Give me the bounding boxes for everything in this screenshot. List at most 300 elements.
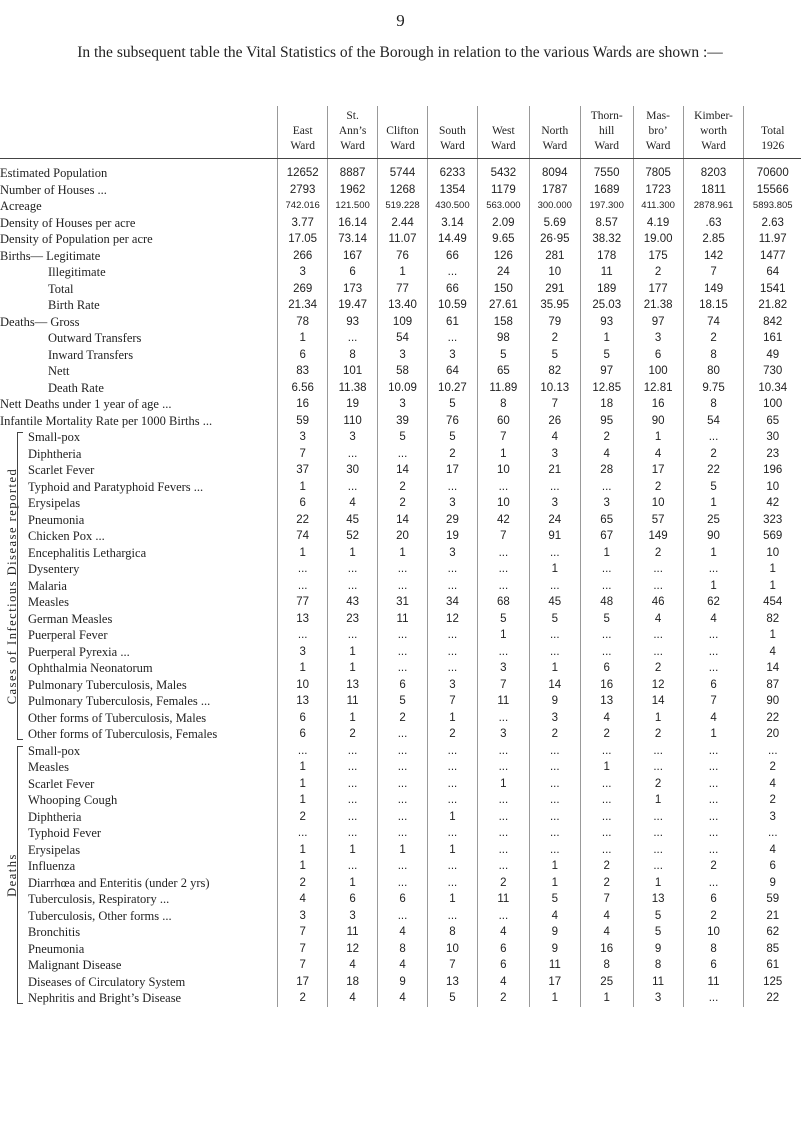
table-cell: 2 — [477, 990, 529, 1007]
table-cell: 2 — [580, 875, 633, 892]
table-cell: 10.09 — [378, 380, 428, 397]
row-label: Tuberculosis, Other forms ... — [28, 908, 172, 923]
table-cell: 21.38 — [633, 297, 683, 314]
table-cell: ... — [529, 809, 580, 826]
table-cell: 3 — [427, 495, 477, 512]
table-cell: ... — [427, 792, 477, 809]
table-cell: 126 — [477, 248, 529, 265]
table-cell: 149 — [633, 528, 683, 545]
table-cell: 161 — [744, 330, 801, 347]
table-cell: 83 — [278, 363, 328, 380]
table-row — [0, 825, 801, 842]
table-row — [0, 215, 801, 232]
table-cell: 7805 — [633, 165, 683, 182]
row-label: Dysentery — [28, 562, 80, 576]
table-cell: 4 — [633, 611, 683, 628]
table-cell: ... — [529, 842, 580, 859]
table-cell: 2 — [744, 792, 801, 809]
table-cell: 2 — [744, 759, 801, 776]
table-row — [0, 396, 801, 413]
column-header-line: Ann’s — [338, 125, 367, 137]
table-cell: ... — [580, 842, 633, 859]
column-header-line: Total — [761, 125, 785, 137]
table-cell: 1 — [477, 627, 529, 644]
table-cell: 8 — [328, 347, 378, 364]
table-cell: ... — [328, 858, 378, 875]
table-cell: 2 — [633, 776, 683, 793]
table-cell: 97 — [580, 363, 633, 380]
table-cell: 11 — [683, 974, 744, 991]
table-cell: 9.75 — [683, 380, 744, 397]
table-cell: 1 — [278, 858, 328, 875]
column-header-line: bro’ — [648, 125, 668, 137]
table-cell: 10 — [529, 264, 580, 281]
table-cell: 17 — [633, 462, 683, 479]
table-cell: 1477 — [744, 248, 801, 265]
table-cell: 1 — [744, 578, 801, 595]
row-label: Total — [48, 281, 74, 296]
deaths-group-label — [0, 743, 24, 1007]
table-cell: ... — [633, 858, 683, 875]
table-cell: 8887 — [328, 165, 378, 182]
table-cell: 11 — [580, 264, 633, 281]
table-row — [0, 924, 801, 941]
table-cell: 6 — [477, 941, 529, 958]
table-cell: 1 — [580, 545, 633, 562]
table-cell: 97 — [633, 314, 683, 331]
table-cell: 25 — [580, 974, 633, 991]
table-cell: ... — [633, 644, 683, 661]
table-row — [0, 644, 801, 661]
table-cell: 93 — [328, 314, 378, 331]
table-cell: 23 — [328, 611, 378, 628]
row-label: German Measles — [28, 611, 113, 626]
table-cell: 2 — [378, 495, 428, 512]
table-cell: ... — [529, 776, 580, 793]
table-cell: 3 — [633, 330, 683, 347]
table-cell: 1962 — [328, 182, 378, 199]
table-cell: ... — [427, 479, 477, 496]
column-header-line: Ward — [290, 140, 315, 152]
table-row — [0, 462, 801, 479]
table-cell: 1 — [278, 792, 328, 809]
table-cell: 1 — [633, 875, 683, 892]
vital-statistics-table — [0, 106, 801, 1007]
row-label: Typhoid and Paratyphoid Fevers ... — [28, 479, 204, 494]
row-label: Chicken Pox ... — [28, 529, 105, 543]
table-cell: 43 — [328, 594, 378, 611]
table-cell: 21.82 — [744, 297, 801, 314]
table-cell: 4 — [580, 446, 633, 463]
table-cell: 2 — [633, 545, 683, 562]
row-label: Pulmonary Tuberculosis, Females ... — [28, 694, 211, 708]
table-cell: 7 — [427, 957, 477, 974]
table-cell: ... — [683, 809, 744, 826]
table-cell: 11 — [328, 693, 378, 710]
table-cell: 11 — [529, 957, 580, 974]
table-cell: 2 — [633, 264, 683, 281]
table-cell: 17 — [278, 974, 328, 991]
column-header-line: Ward — [340, 140, 365, 152]
table-cell: 16 — [580, 677, 633, 694]
table-cell: 4 — [683, 710, 744, 727]
table-cell: 1 — [328, 644, 378, 661]
table-cell: 5 — [633, 908, 683, 925]
table-cell: 45 — [529, 594, 580, 611]
row-label: Outward Transfers — [48, 331, 142, 345]
table-cell: 28 — [580, 462, 633, 479]
row-label: Acreage — [0, 199, 42, 213]
infectious-group-label — [0, 429, 24, 743]
table-cell: 1 — [744, 627, 801, 644]
table-cell: 10.59 — [427, 297, 477, 314]
column-header — [580, 106, 633, 159]
table-cell: 266 — [278, 248, 328, 265]
table-cell: 4 — [580, 924, 633, 941]
table-row — [0, 182, 801, 199]
column-header-line — [278, 109, 327, 124]
table-cell: ... — [683, 875, 744, 892]
table-cell: ... — [427, 264, 477, 281]
table-cell: 54 — [683, 413, 744, 430]
table-cell: 1 — [529, 990, 580, 1007]
table-cell: 5 — [427, 990, 477, 1007]
table-row — [0, 957, 801, 974]
table-cell: 12652 — [278, 165, 328, 182]
table-cell: 5432 — [477, 165, 529, 182]
table-cell: ... — [580, 743, 633, 760]
table-cell: ... — [378, 908, 428, 925]
table-cell: 6 — [683, 891, 744, 908]
table-cell: ... — [427, 330, 477, 347]
table-cell: 1 — [683, 545, 744, 562]
table-cell: 3 — [427, 347, 477, 364]
table-cell: ... — [477, 710, 529, 727]
table-cell: 24 — [529, 512, 580, 529]
table-cell: 2 — [580, 429, 633, 446]
table-cell: 1 — [580, 330, 633, 347]
column-header — [427, 106, 477, 159]
table-cell: 1 — [278, 842, 328, 859]
table-cell: 8 — [683, 941, 744, 958]
table-cell: 11 — [477, 891, 529, 908]
column-header-line — [378, 109, 427, 124]
table-cell: 11.97 — [744, 231, 801, 248]
table-cell: ... — [477, 858, 529, 875]
table-cell: 1 — [633, 710, 683, 727]
table-cell: 78 — [278, 314, 328, 331]
table-cell: ... — [328, 759, 378, 776]
table-cell: 5 — [477, 611, 529, 628]
table-cell: 5 — [477, 347, 529, 364]
table-cell: 1 — [328, 545, 378, 562]
table-cell: ... — [378, 858, 428, 875]
table-cell: ... — [580, 479, 633, 496]
table-cell: ... — [633, 759, 683, 776]
row-label: Typhoid Fever — [28, 826, 102, 840]
table-cell: 62 — [744, 924, 801, 941]
table-cell: ... — [529, 644, 580, 661]
table-cell: ... — [328, 743, 378, 760]
row-label: Diphtheria — [28, 809, 82, 824]
table-row — [0, 990, 801, 1007]
row-label: Density of Population per acre — [0, 232, 153, 246]
table-cell: 7 — [278, 957, 328, 974]
row-label: Pneumonia — [28, 941, 85, 956]
table-row — [0, 512, 801, 529]
row-label: Influenza — [28, 859, 76, 873]
column-header-line: Mas- — [646, 110, 670, 122]
group-label-box — [0, 429, 24, 743]
table-cell: 65 — [580, 512, 633, 529]
table-cell: 2.63 — [744, 215, 801, 232]
group-label-text: Deaths — [4, 852, 19, 897]
row-label: Ophthalmia Neonatorum — [28, 661, 153, 675]
table-cell: 27.61 — [477, 297, 529, 314]
table-cell: 10.13 — [529, 380, 580, 397]
table-cell: ... — [278, 825, 328, 842]
table-cell: 7 — [529, 396, 580, 413]
column-header-line: Kimber- — [694, 110, 733, 122]
table-cell: 1 — [427, 842, 477, 859]
table-cell: 730 — [744, 363, 801, 380]
table-cell: 1268 — [378, 182, 428, 199]
table-cell: 11 — [477, 693, 529, 710]
table-cell: 8 — [633, 957, 683, 974]
table-cell: ... — [580, 809, 633, 826]
table-cell: 6 — [378, 677, 428, 694]
table-cell: 22 — [744, 990, 801, 1007]
table-row — [0, 578, 801, 595]
table-cell: ... — [328, 825, 378, 842]
table-cell: 430.500 — [427, 198, 477, 215]
table-row — [0, 495, 801, 512]
table-row — [0, 776, 801, 793]
table-cell: 74 — [278, 528, 328, 545]
table-cell: ... — [427, 759, 477, 776]
table-cell: 12 — [633, 677, 683, 694]
table-cell: 101 — [328, 363, 378, 380]
column-header-line — [428, 109, 477, 124]
table-cell: 57 — [633, 512, 683, 529]
table-cell: 3 — [328, 429, 378, 446]
table-cell: ... — [683, 842, 744, 859]
table-cell: 1 — [633, 792, 683, 809]
table-cell: ... — [683, 660, 744, 677]
table-cell: 14 — [744, 660, 801, 677]
table-cell: 2 — [529, 726, 580, 743]
table-row — [0, 297, 801, 314]
table-cell: 5 — [633, 924, 683, 941]
table-cell: ... — [378, 743, 428, 760]
table-cell: 2 — [427, 446, 477, 463]
table-row — [0, 842, 801, 859]
table-cell: 6233 — [427, 165, 477, 182]
table-cell: 5893.805 — [744, 198, 801, 215]
table-cell: ... — [427, 875, 477, 892]
table-cell: ... — [683, 792, 744, 809]
row-label: Other forms of Tuberculosis, Females — [28, 727, 218, 741]
table-cell: 1 — [328, 660, 378, 677]
table-cell: 10 — [683, 924, 744, 941]
table-cell: 6 — [744, 858, 801, 875]
row-label: Encephalitis Lethargica — [28, 545, 147, 560]
row-label: Tuberculosis, Respiratory ... — [28, 892, 170, 906]
table-cell: ... — [683, 990, 744, 1007]
table-row — [0, 248, 801, 265]
table-cell: 5 — [580, 347, 633, 364]
table-cell: 82 — [744, 611, 801, 628]
table-cell: 3 — [427, 545, 477, 562]
table-cell: 2793 — [278, 182, 328, 199]
table-cell: 1689 — [580, 182, 633, 199]
table-cell: ... — [378, 627, 428, 644]
table-cell: 14.49 — [427, 231, 477, 248]
table-cell: 26 — [529, 413, 580, 430]
table-cell: 6 — [278, 495, 328, 512]
column-header-line: Ward — [594, 140, 620, 152]
table-cell: 13 — [328, 677, 378, 694]
table-cell: 4 — [328, 990, 378, 1007]
row-label: Death Rate — [48, 380, 104, 395]
table-cell: 93 — [580, 314, 633, 331]
table-cell: 197.300 — [580, 198, 633, 215]
table-row — [0, 330, 801, 347]
column-header — [378, 106, 428, 159]
table-row — [0, 528, 801, 545]
row-label: Inward Transfers — [48, 347, 134, 362]
table-cell: 30 — [744, 429, 801, 446]
table-row — [0, 314, 801, 331]
table-cell: 7 — [278, 924, 328, 941]
table-cell: ... — [683, 825, 744, 842]
table-cell: 323 — [744, 512, 801, 529]
table-cell: 100 — [744, 396, 801, 413]
table-cell: 34 — [427, 594, 477, 611]
table-cell: ... — [683, 759, 744, 776]
row-label: Infantile Mortality Rate per 1000 Births ... — [0, 413, 213, 428]
table-cell: 10 — [427, 941, 477, 958]
table-cell: 25.03 — [580, 297, 633, 314]
table-row — [0, 479, 801, 496]
table-cell: 3 — [477, 726, 529, 743]
table-cell: 10 — [633, 495, 683, 512]
table-cell: 17.05 — [278, 231, 328, 248]
table-cell: 3 — [427, 677, 477, 694]
table-cell: ... — [477, 644, 529, 661]
column-header-line: Clifton — [386, 125, 419, 137]
row-label: Illegitimate — [48, 265, 106, 279]
table-cell: 21 — [529, 462, 580, 479]
table-cell: 35.95 — [529, 297, 580, 314]
table-row — [0, 759, 801, 776]
table-cell: 2 — [427, 726, 477, 743]
column-header-line — [744, 109, 801, 124]
column-header-line: St. — [346, 110, 359, 122]
table-row — [0, 660, 801, 677]
row-label: Small-pox — [28, 430, 81, 444]
table-cell: 66 — [427, 281, 477, 298]
table-cell: 58 — [378, 363, 428, 380]
table-cell: 5 — [378, 693, 428, 710]
row-label: Diseases of Circulatory System — [28, 974, 186, 989]
table-cell: ... — [744, 825, 801, 842]
table-cell: 6 — [378, 891, 428, 908]
column-header-line: North — [541, 125, 569, 137]
table-row — [0, 743, 801, 760]
table-cell: 842 — [744, 314, 801, 331]
table-cell: 14 — [378, 462, 428, 479]
table-cell: 1 — [683, 578, 744, 595]
table-cell: 18.15 — [683, 297, 744, 314]
table-cell: 1 — [477, 776, 529, 793]
table-cell: 6 — [633, 347, 683, 364]
row-label: Measles — [28, 595, 69, 609]
table-row — [0, 710, 801, 727]
table-cell: 11 — [378, 611, 428, 628]
table-cell: 1 — [278, 479, 328, 496]
table-cell: 16 — [580, 941, 633, 958]
table-cell: 42 — [477, 512, 529, 529]
table-cell: ... — [580, 644, 633, 661]
table-cell: 13 — [427, 974, 477, 991]
table-cell: ... — [633, 561, 683, 578]
table-cell: 7550 — [580, 165, 633, 182]
table-cell: 4 — [328, 495, 378, 512]
table-cell: 6 — [580, 660, 633, 677]
table-cell: ... — [378, 561, 428, 578]
table-cell: ... — [529, 743, 580, 760]
table-cell: 25 — [683, 512, 744, 529]
table-cell: ... — [633, 627, 683, 644]
table-cell: 5.69 — [529, 215, 580, 232]
table-cell: ... — [477, 561, 529, 578]
table-cell: 11.38 — [328, 380, 378, 397]
table-cell: 87 — [744, 677, 801, 694]
table-cell: ... — [633, 578, 683, 595]
table-cell: 1 — [683, 495, 744, 512]
table-row — [0, 858, 801, 875]
table-cell: ... — [427, 578, 477, 595]
table-cell: 2 — [633, 726, 683, 743]
table-cell: ... — [477, 792, 529, 809]
column-header-line: Ward — [542, 140, 568, 152]
table-cell: 1 — [278, 660, 328, 677]
table-cell: 3 — [378, 347, 428, 364]
table-cell: 3 — [378, 396, 428, 413]
table-cell: 15566 — [744, 182, 801, 199]
table-cell: ... — [278, 743, 328, 760]
row-label: Births— Legitimate — [0, 248, 101, 263]
table-cell: 52 — [328, 528, 378, 545]
table-cell: 1 — [529, 858, 580, 875]
table-cell: 59 — [278, 413, 328, 430]
table-cell: 158 — [477, 314, 529, 331]
table-cell: ... — [328, 578, 378, 595]
table-cell: 175 — [633, 248, 683, 265]
table-cell: 8.57 — [580, 215, 633, 232]
table-cell: 3 — [529, 495, 580, 512]
table-cell: 8 — [378, 941, 428, 958]
table-cell: 9 — [744, 875, 801, 892]
table-cell: 9 — [529, 941, 580, 958]
table-cell: 61 — [744, 957, 801, 974]
table-cell: 6 — [683, 957, 744, 974]
table-row — [0, 875, 801, 892]
table-cell: ... — [477, 809, 529, 826]
table-cell: 2878.961 — [683, 198, 744, 215]
brace-icon — [17, 432, 23, 740]
